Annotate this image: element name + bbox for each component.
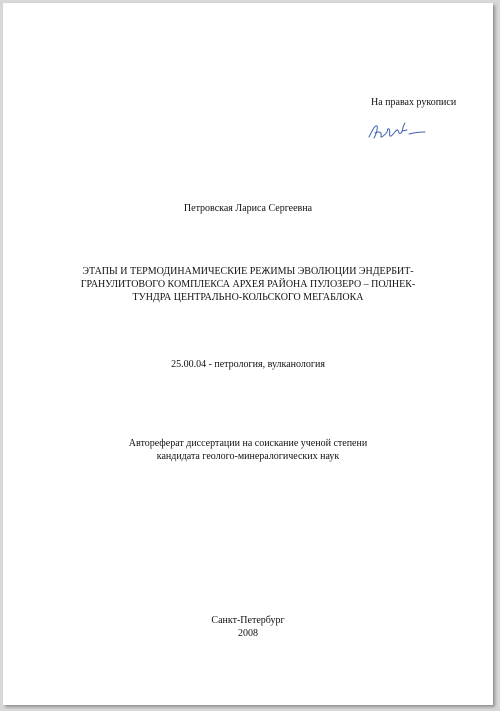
specialty-code: 25.00.04 - петрология, вулканология: [171, 359, 325, 370]
document-page: [3, 3, 493, 705]
author-name: Петровская Лариса Сергеевна: [183, 203, 313, 214]
dissertation-title: [43, 265, 453, 304]
title-line: ГРАНУЛИТОВОГО КОМПЛЕКСА АРХЕЯ РАЙОНА ПУЛОЗЕРО – ПОЛНЕК-: [80, 279, 416, 290]
publication-place: [3, 614, 493, 640]
rights-note: На правах рукописи: [371, 97, 457, 108]
abstract-line: кандидата геолого-минералогических наук: [156, 451, 340, 462]
abstract-line: Автореферат диссертации на соискание ученой степени: [128, 438, 368, 449]
handwritten-signature: [365, 117, 427, 145]
title-line: ТУНДРА ЦЕНТРАЛЬНО-КОЛЬСКОГО МЕГАБЛОКА: [132, 292, 364, 303]
publication-year: 2008: [238, 628, 258, 639]
city-name: Санкт-Петербург: [211, 615, 285, 626]
abstract-description: [63, 437, 433, 463]
title-line: ЭТАПЫ И ТЕРМОДИНАМИЧЕСКИЕ РЕЖИМЫ ЭВОЛЮЦИИ ЭНДЕРБИТ-: [82, 266, 414, 277]
